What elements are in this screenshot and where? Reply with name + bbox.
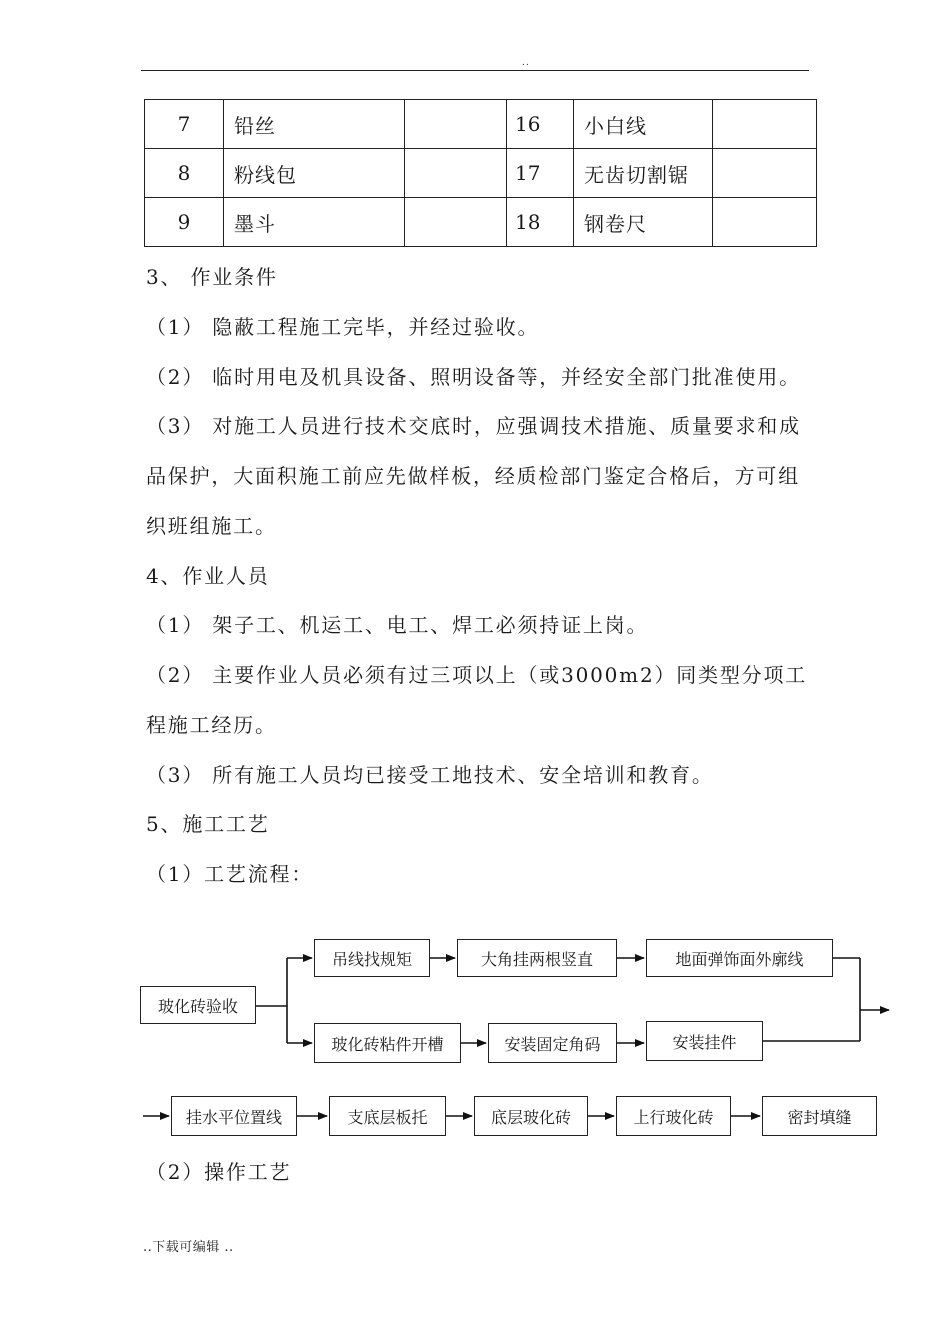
flow-node-base-bracket: 支底层板托 [329, 1096, 446, 1136]
flow-node-tile-inspection: 玻化砖验收 [140, 986, 256, 1024]
flow-heading: （1）工艺流程： [146, 862, 314, 886]
footer-note: ..下载可编辑 .. [143, 1240, 234, 1255]
table-cell-tool: 墨斗 [224, 198, 405, 247]
table-cell-tool: 无齿切割锯 [574, 149, 713, 198]
flow-node-corner-verticals: 大角挂两根竖直 [457, 939, 617, 977]
flow-node-hangers: 安装挂件 [646, 1021, 763, 1061]
section-heading-conditions: 3、 作业条件 [146, 265, 278, 289]
flow-node-floor-outline: 地面弹饰面外廓线 [646, 939, 833, 977]
flow-node-upper-tiles: 上行玻化砖 [616, 1096, 731, 1136]
header-mark: .. [522, 58, 530, 68]
operation-heading: （2）操作工艺 [146, 1160, 292, 1184]
table-cell-number: 18 [507, 198, 574, 247]
table-cell-number: 8 [145, 149, 224, 198]
table-cell-number: 9 [145, 198, 224, 247]
flow-node-bottom-tiles: 底层玻化砖 [474, 1096, 588, 1136]
paragraph-condition-3-line-2: 品保护，大面积施工前应先做样板，经质检部门鉴定合格后，方可组 [146, 464, 800, 488]
flow-node-level-line: 挂水平位置线 [171, 1096, 297, 1136]
paragraph-condition-1: （1） 隐蔽工程施工完毕，并经过验收。 [146, 315, 540, 339]
paragraph-condition-3-line-1: （3） 对施工人员进行技术交底时，应强调技术措施、质量要求和成 [146, 414, 801, 438]
paragraph-staff-1: （1） 架子工、机运工、电工、焊工必须持证上岗。 [146, 613, 649, 637]
section-heading-process: 5、施工工艺 [146, 812, 270, 836]
table-cell-number: 16 [507, 100, 574, 149]
paragraph-condition-3-line-3: 织班组施工。 [146, 514, 277, 538]
table-cell-tool: 铅丝 [224, 100, 405, 149]
table-cell-number: 17 [507, 149, 574, 198]
paragraph-staff-3: （3） 所有施工人员均已接受工地技术、安全培训和教育。 [146, 763, 714, 787]
flow-node-slotting: 玻化砖粘件开槽 [314, 1023, 461, 1063]
paragraph-condition-2: （2） 临时用电及机具设备、照明设备等，并经安全部门批准使用。 [146, 365, 801, 389]
paragraph-staff-2-line-1: （2） 主要作业人员必须有过三项以上（或3000m2）同类型分项工 [146, 663, 808, 687]
table-cell-tool: 粉线包 [224, 149, 405, 198]
paragraph-staff-2-line-2: 程施工经历。 [146, 713, 277, 737]
table-cell-tool: 钢卷尺 [574, 198, 713, 247]
section-heading-staff: 4、作业人员 [146, 564, 270, 588]
table-cell-number: 7 [145, 100, 224, 149]
flow-node-angle-brackets: 安装固定角码 [488, 1023, 617, 1063]
table-cell-tool: 小白线 [574, 100, 713, 149]
flow-node-plumb-line: 吊线找规矩 [314, 939, 430, 977]
flow-node-sealing: 密封填缝 [762, 1096, 877, 1136]
